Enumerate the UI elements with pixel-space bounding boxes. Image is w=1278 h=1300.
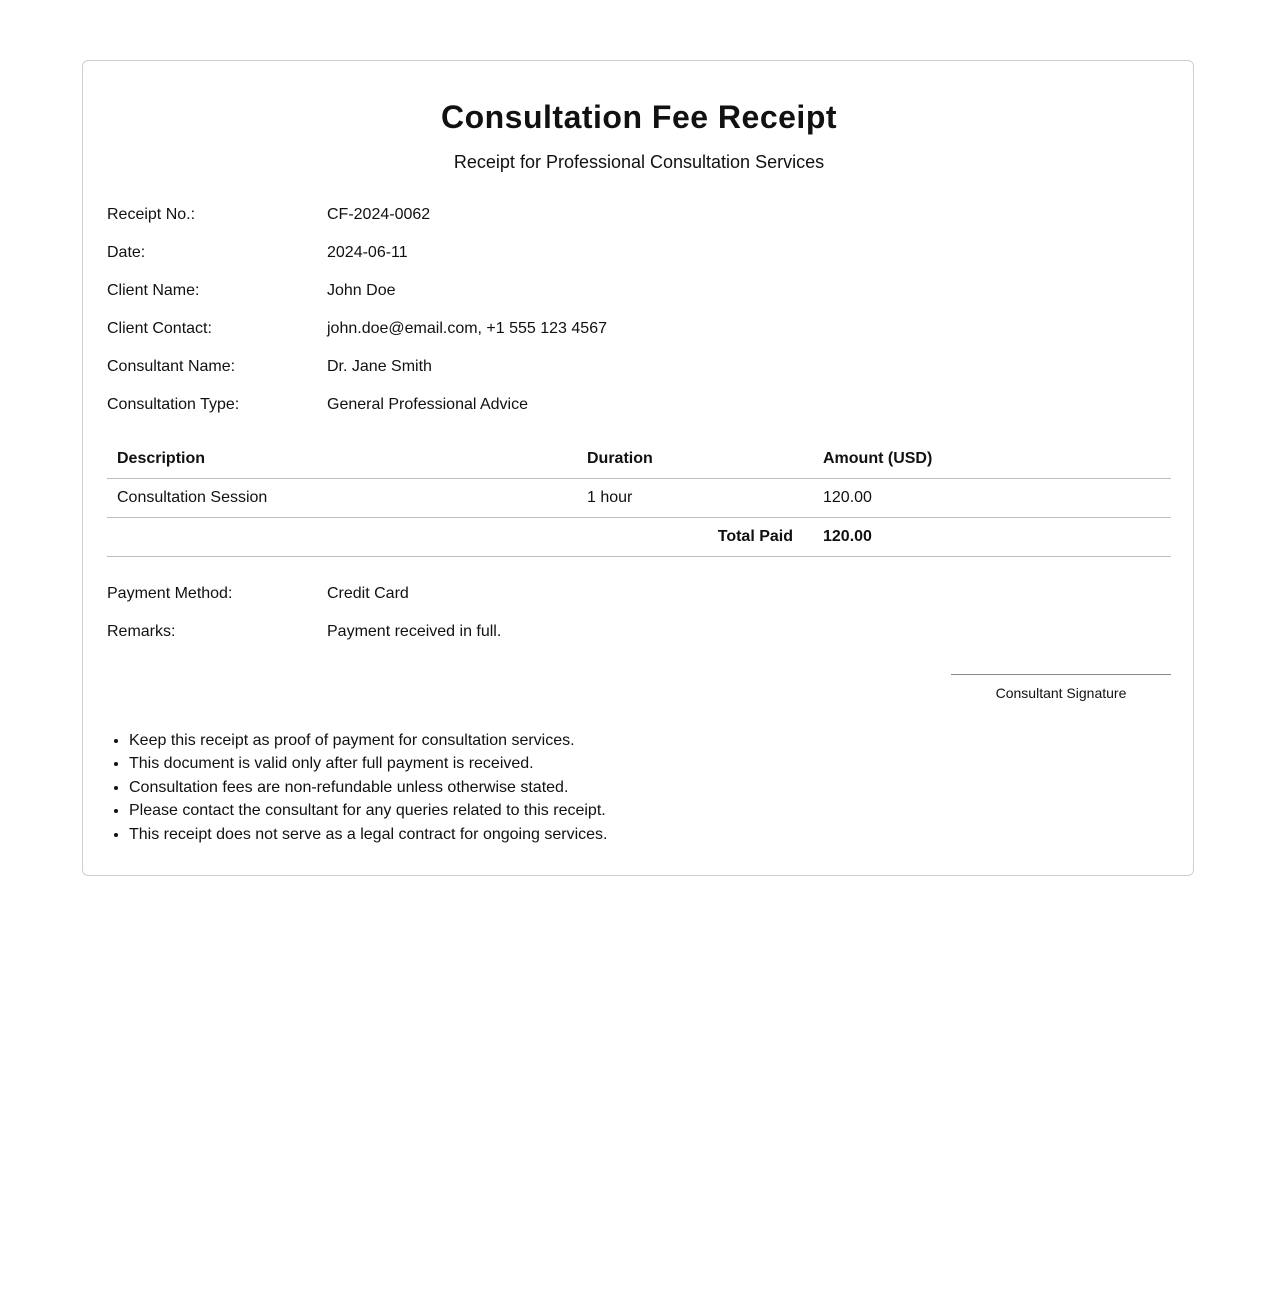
detail-value: Dr. Jane Smith (327, 358, 432, 375)
total-row (107, 518, 1171, 557)
column-header-amount: Amount (USD) (813, 440, 1171, 479)
detail-consultant-name (107, 348, 1171, 386)
cell-duration: 1 hour (577, 479, 813, 518)
detail-label: Client Name: (107, 282, 200, 299)
detail-label: Client Contact: (107, 320, 212, 337)
signature-label: Consultant Signature (995, 685, 1127, 701)
detail-value: Payment received in full. (327, 623, 502, 640)
detail-label: Remarks: (107, 623, 176, 640)
detail-label: Receipt No.: (107, 206, 196, 223)
detail-label: Consultation Type: (107, 396, 240, 413)
detail-value: John Doe (327, 282, 396, 299)
detail-receipt-no (107, 196, 1171, 234)
page-title: Consultation Fee Receipt (440, 99, 838, 135)
table-row (107, 479, 1171, 518)
receipt-card (82, 60, 1194, 876)
payment-details (107, 575, 1171, 651)
detail-client-name (107, 272, 1171, 310)
total-label: Total Paid (107, 518, 813, 557)
detail-value: CF-2024-0062 (327, 206, 431, 223)
list-item: • Keep this receipt as proof of payment for consultation services. (129, 729, 607, 752)
table-header-row (107, 440, 1171, 479)
cell-amount: 120.00 (813, 479, 1171, 518)
page-subtitle: Receipt for Professional Consultation Services (453, 152, 825, 172)
detail-value: General Professional Advice (327, 396, 528, 413)
cell-description: Consultation Session (107, 479, 577, 518)
fee-table (107, 440, 1171, 557)
list-item: • Consultation fees are non-refundable unless otherwise stated. (129, 776, 607, 799)
column-header-description: Description (107, 440, 577, 479)
list-item: • This receipt does not serve as a legal contract for ongoing services. (129, 823, 607, 846)
signature-line (951, 674, 1171, 701)
detail-date (107, 234, 1171, 272)
detail-label: Payment Method: (107, 585, 233, 602)
list-item: • This document is valid only after full payment is received. (129, 752, 607, 775)
receipt-details (107, 196, 1171, 424)
list-item: • Please contact the consultant for any queries related to this receipt. (129, 799, 607, 822)
detail-payment-method (107, 575, 1171, 613)
detail-value: 2024-06-11 (327, 244, 408, 261)
detail-label: Consultant Name: (107, 358, 236, 375)
column-header-duration: Duration (577, 440, 813, 479)
detail-consultation-type (107, 386, 1171, 424)
detail-label: Date: (107, 244, 146, 261)
detail-value: Credit Card (327, 585, 409, 602)
total-value: 120.00 (813, 518, 1171, 557)
terms-list (107, 729, 607, 846)
detail-remarks (107, 613, 1171, 651)
detail-value: john.doe@email.com, +1 555 123 4567 (327, 320, 607, 337)
detail-client-contact (107, 310, 1171, 348)
